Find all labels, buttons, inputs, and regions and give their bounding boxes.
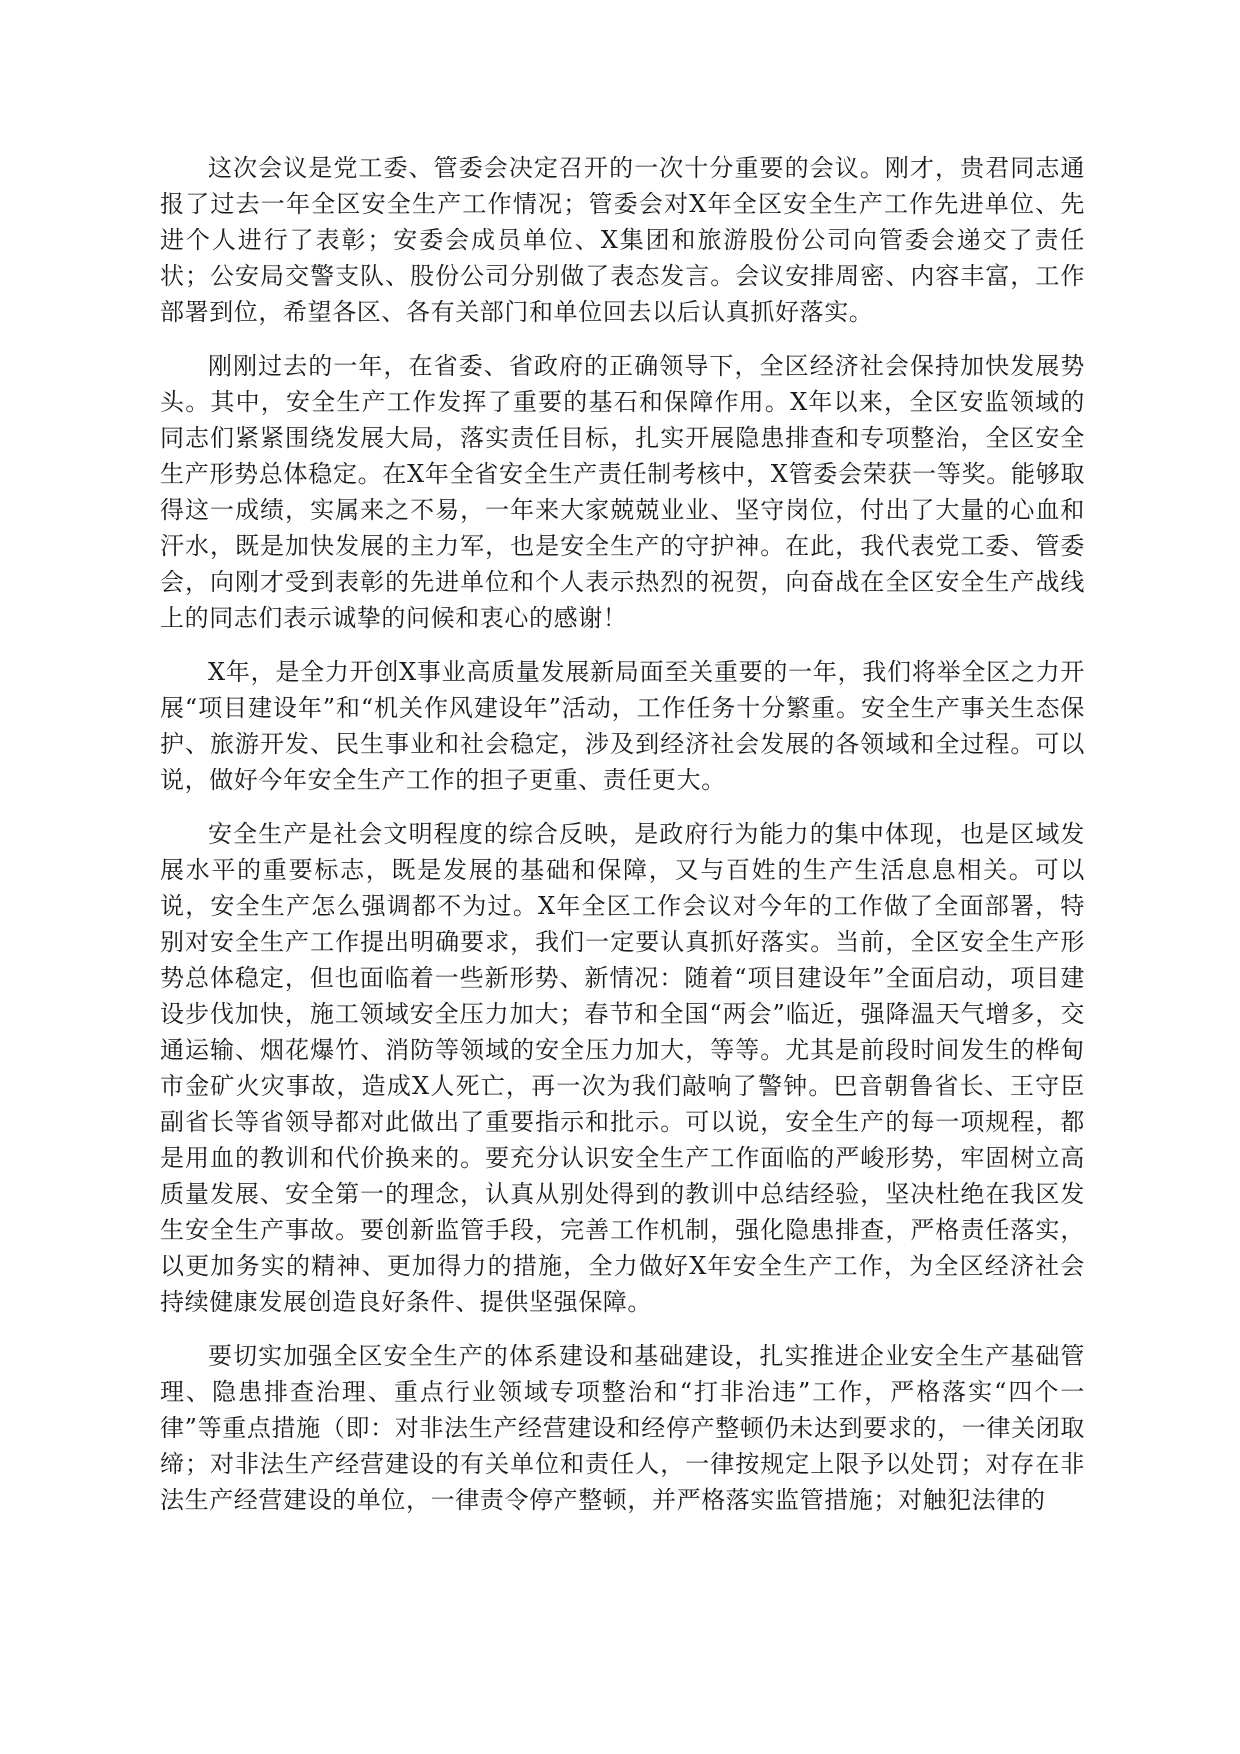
paragraph-2: 刚刚过去的一年，在省委、省政府的正确领导下，全区经济社会保持加快发展势头。其中，安全生产工作发挥了重要的基石和保障作用。X年以来，全区安监领域的同志们紧紧围绕发展大局，落实责任目标，扎实开展隐患排查和专项整治，全区安全生产形势总体稳定。在X年全省安全生产责任制考核中，X管委会荣获一等奖。能够取得这一成绩，实属来之不易，一年来大家兢兢业业、坚守岗位，付出了大量的心血和汗水，既是加快发展的主力军，也是安全生产的守护神。在此，我代表党工委、管委会，向刚才受到表彰的先进单位和个人表示热烈的祝贺，向奋战在全区安全生产战线上的同志们表示诚挚的问候和衷心的感谢！ xyxy=(160,352,1085,632)
document-body xyxy=(160,150,1085,1536)
paragraph-4: 安全生产是社会文明程度的综合反映，是政府行为能力的集中体现，也是区域发展水平的重要标志，既是发展的基础和保障，又与百姓的生产生活息息相关。可以说，安全生产怎么强调都不为过。X年全区工作会议对今年的工作做了全面部署，特别对安全生产工作提出明确要求，我们一定要认真抓好落实。当前，全区安全生产形势总体稳定，但也面临着一些新形势、新情况：随着“项目建设年”全面启动，项目建设步伐加快，施工领域安全压力加大；春节和全国“两会”临近，强降温天气增多，交通运输、烟花爆竹、消防等领域的安全压力加大，等等。尤其是前段时间发生的桦甸市金矿火灾事故，造成X人死亡，再一次为我们敲响了警钟。巴音朝鲁省长、王守臣副省长等省领导都对此做出了重要指示和批示。可以说，安全生产的每一项规程，都是用血的教训和代价换来的。要充分认识安全生产工作面临的严峻形势，牢固树立高质量发展、安全第一的理念，认真从别处得到的教训中总结经验，坚决杜绝在我区发生安全生产事故。要创新监管手段，完善工作机制，强化隐患排查，严格责任落实，以更加务实的精神、更加得力的措施，全力做好X年安全生产工作，为全区经济社会持续健康发展创造良好条件、提供坚强保障。 xyxy=(160,820,1085,1316)
paragraph-5: 要切实加强全区安全生产的体系建设和基础建设，扎实推进企业安全生产基础管理、隐患排查治理、重点行业领域专项整治和“打非治违”工作，严格落实“四个一律”等重点措施（即：对非法生产经营建设和经停产整顿仍未达到要求的，一律关闭取缔；对非法生产经营建设的有关单位和责任人，一律按规定上限予以处罚；对存在非法生产经营建设的单位，一律责令停产整顿，并严格落实监管措施；对触犯法律的 xyxy=(160,1342,1085,1514)
paragraph-1: 这次会议是党工委、管委会决定召开的一次十分重要的会议。刚才，贵君同志通报了过去一年全区安全生产工作情况；管委会对X年全区安全生产工作先进单位、先进个人进行了表彰；安委会成员单位、X集团和旅游股份公司向管委会递交了责任状；公安局交警支队、股份公司分别做了表态发言。会议安排周密、内容丰富，工作部署到位，希望各区、各有关部门和单位回去以后认真抓好落实。 xyxy=(160,154,1085,326)
paragraph-3: X年，是全力开创X事业高质量发展新局面至关重要的一年，我们将举全区之力开展“项目建设年”和“机关作风建设年”活动，工作任务十分繁重。安全生产事关生态保护、旅游开发、民生事业和社会稳定，涉及到经济社会发展的各领域和全过程。可以说，做好今年安全生产工作的担子更重、责任更大。 xyxy=(160,658,1085,794)
